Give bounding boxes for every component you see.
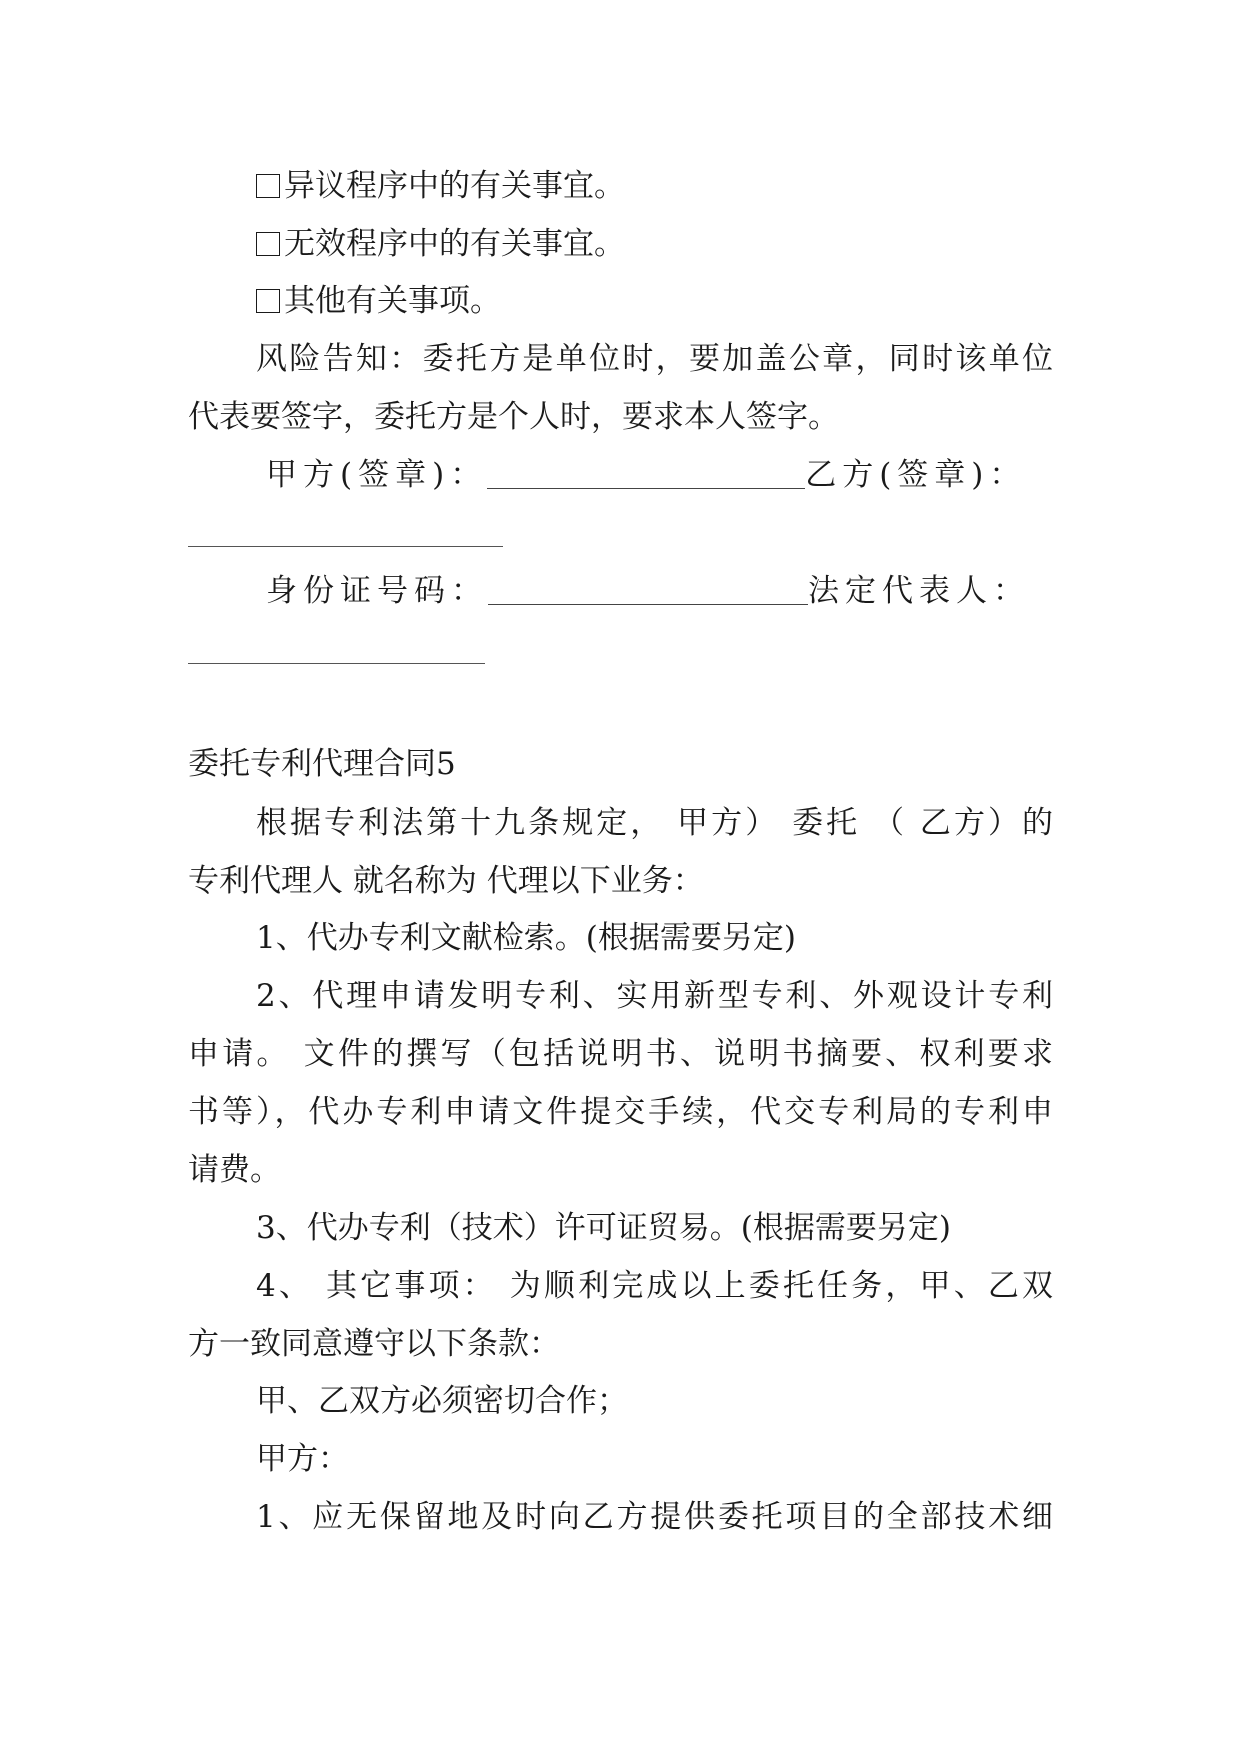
legal-representative-label: 法定代表人：: [808, 573, 1030, 609]
risk-notice-line-2: 代表要签字，委托方是个人时，要求本人签字。: [188, 399, 839, 435]
risk-notice-line-1: 风险告知：委托方是单位时，要加盖公章，同时该单位: [256, 341, 1053, 377]
checkbox-item-invalidation: 无效程序中的有关事宜。: [256, 224, 1053, 264]
party-a-signature-field[interactable]: [487, 460, 805, 489]
cooperation-clause: 甲、乙双方必须密切合作；: [256, 1383, 628, 1419]
item-4-line-2: 方一致同意遵守以下条款：: [188, 1326, 560, 1362]
legal-representative-field[interactable]: [188, 663, 485, 664]
checkbox[interactable]: [256, 289, 280, 313]
item-1: 1、代办专利文献检索。(根据需要另定): [256, 920, 796, 956]
item-3: 3、代办专利（技术）许可证贸易。(根据需要另定): [256, 1210, 951, 1246]
signature-row-2: [266, 571, 1053, 611]
id-number-field[interactable]: [488, 576, 808, 605]
item-2-line-4: 请费。: [188, 1152, 281, 1188]
paragraph-1-line-1: 根据专利法第十九条规定， 甲方） 委托 （ 乙方）的: [256, 805, 1053, 841]
item-2-line-2: 申请。 文件的撰写（包括说明书、说明书摘要、权利要求: [188, 1036, 1053, 1072]
signature-row-1: [266, 455, 1053, 495]
contract-title: 委托专利代理合同5: [188, 746, 456, 782]
checkbox-item-objection: 异议程序中的有关事宜。: [256, 166, 1053, 206]
paragraph-1-line-2: 专利代理人 就名称为 代理以下业务：: [188, 863, 704, 899]
checkbox-item-other: 其他有关事项。: [256, 281, 1053, 321]
party-a-signature-label: 甲方(签章)：: [266, 457, 488, 493]
checkbox[interactable]: [256, 174, 280, 198]
id-number-label: 身份证号码：: [266, 573, 488, 609]
party-b-signature-label: 乙方(签章)：: [805, 457, 1027, 493]
item-4-line-1: 4、 其它事项： 为顺利完成以上委托任务，甲、乙双: [256, 1268, 1053, 1304]
party-b-signature-field[interactable]: [188, 546, 503, 547]
checkbox[interactable]: [256, 232, 280, 256]
item-2-line-1: 2、代理申请发明专利、实用新型专利、外观设计专利: [256, 978, 1053, 1014]
party-a-item-1: 1、应无保留地及时向乙方提供委托项目的全部技术细: [256, 1499, 1053, 1535]
item-2-line-3: 书等），代办专利申请文件提交手续，代交专利局的专利申: [188, 1094, 1053, 1130]
party-a-heading: 甲方：: [256, 1441, 349, 1477]
